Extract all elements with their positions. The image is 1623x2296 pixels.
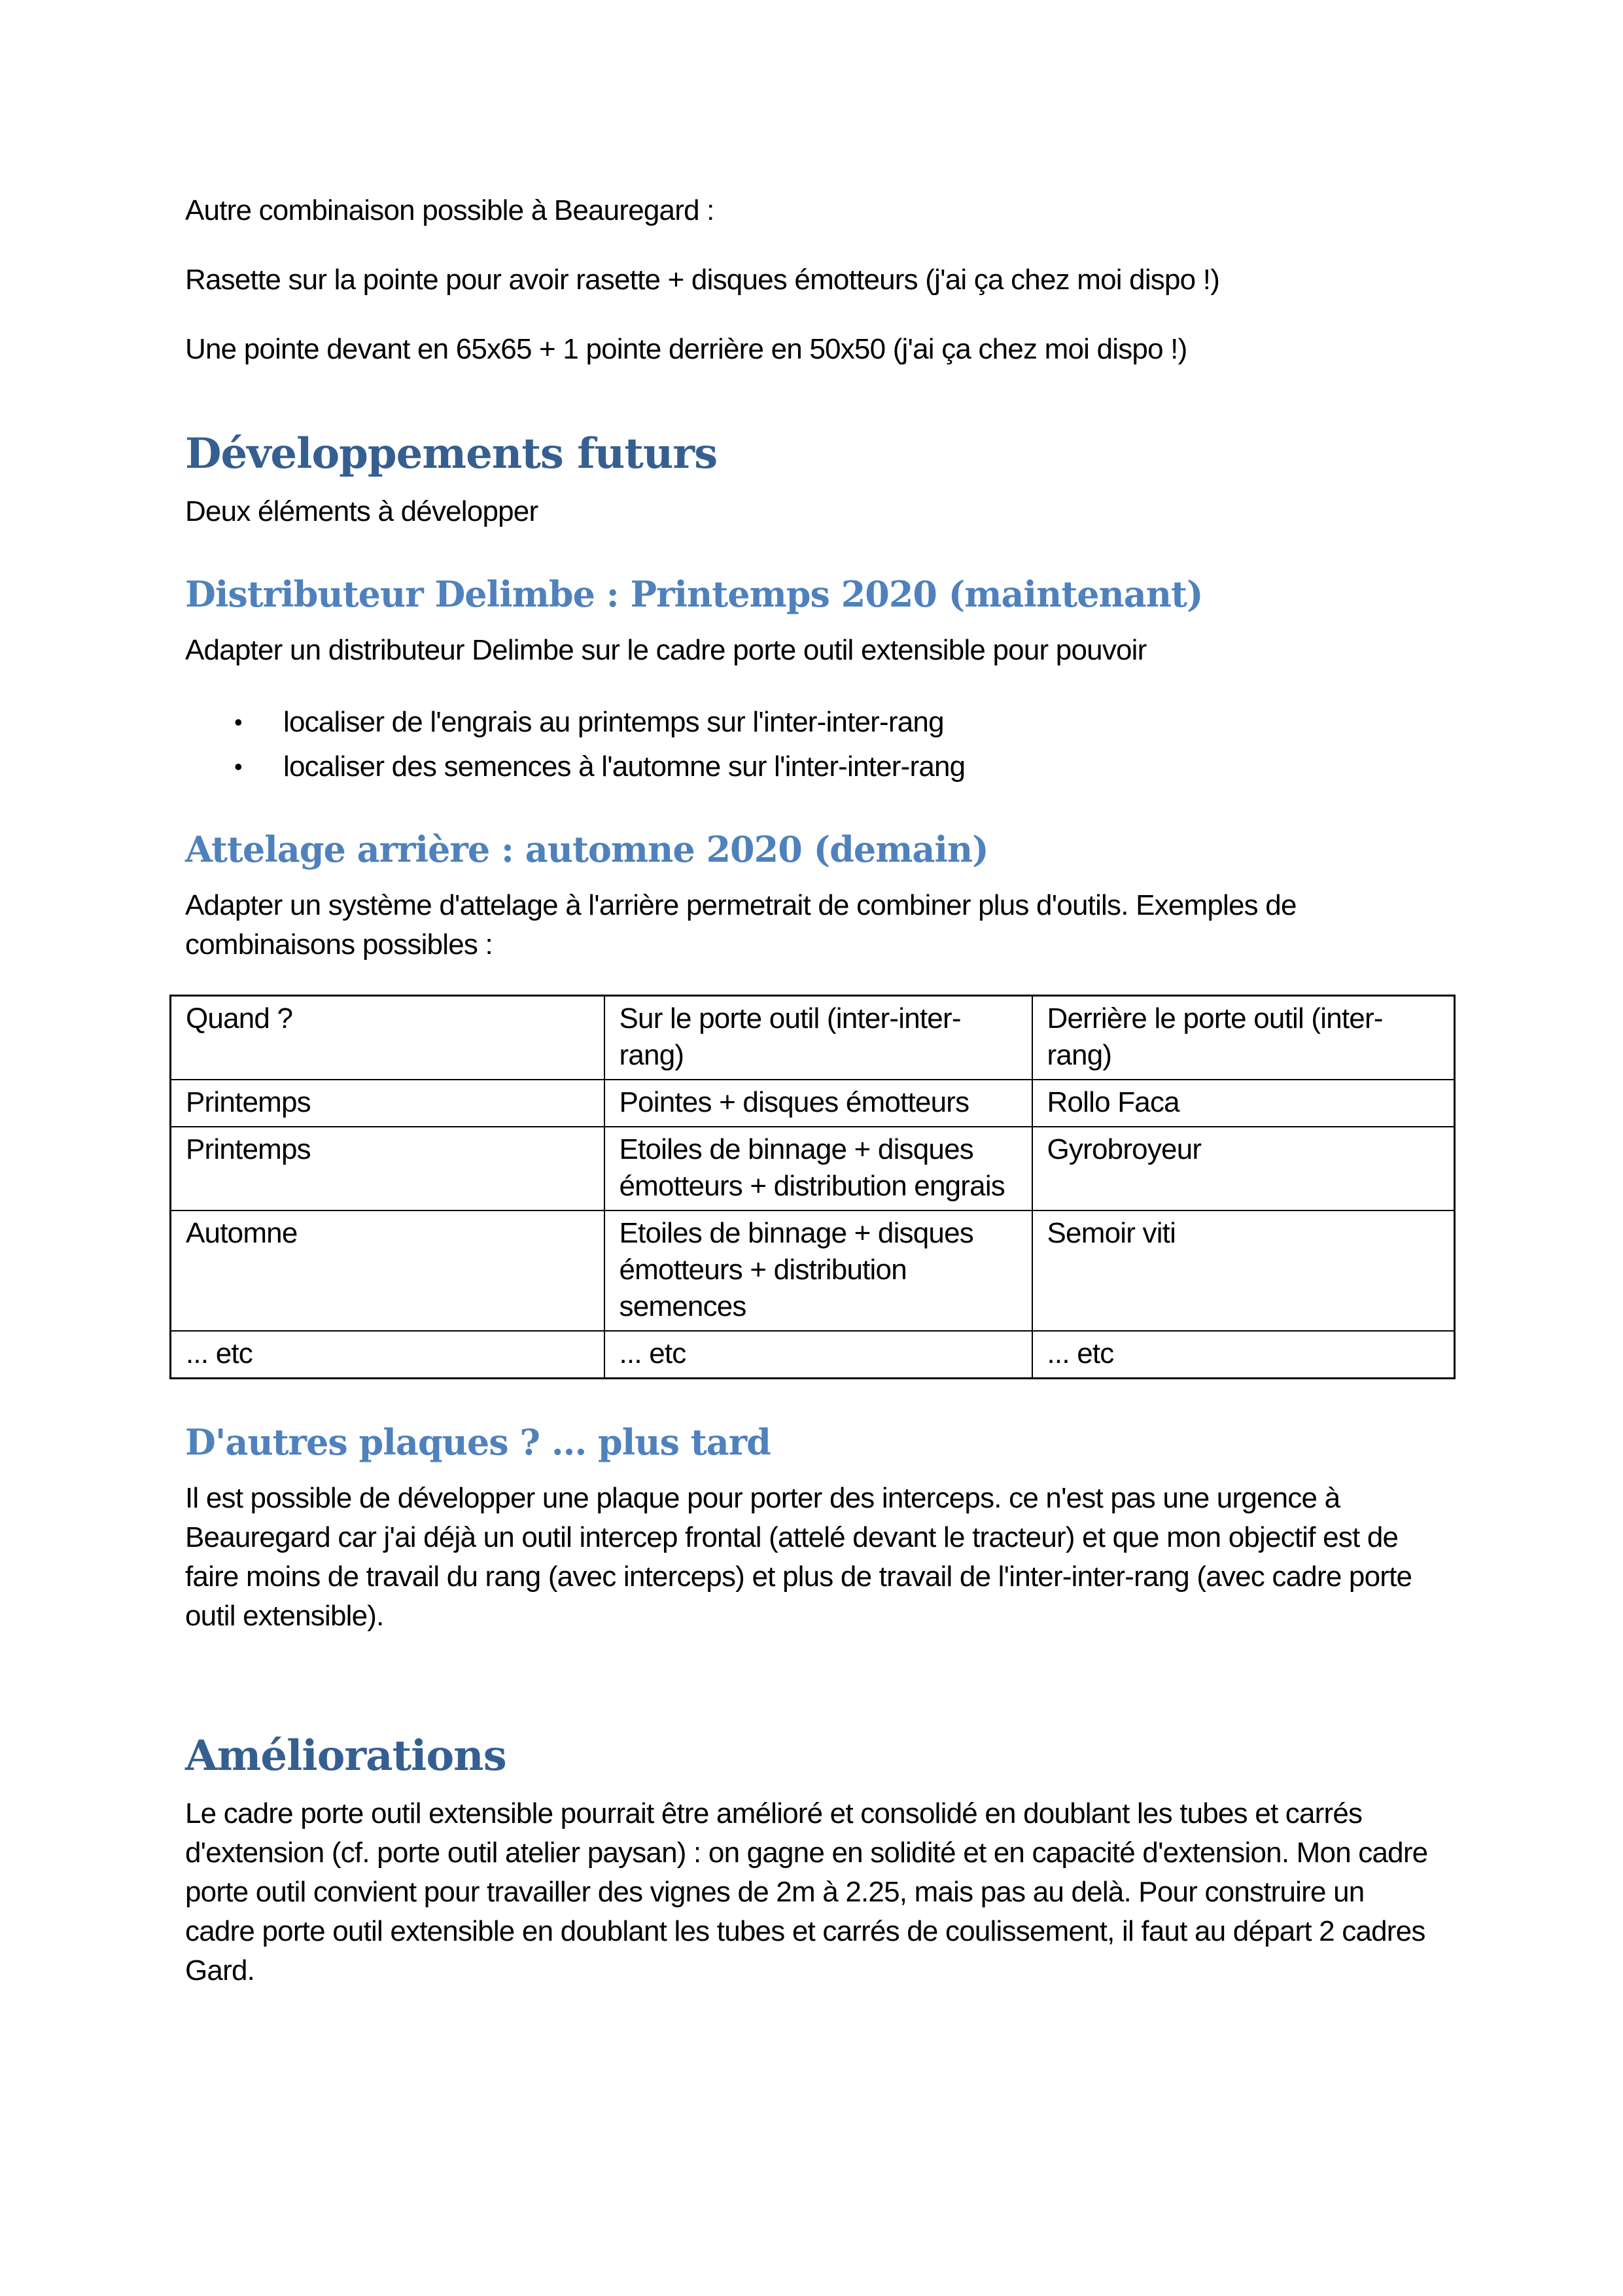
table-row (171, 1210, 1455, 1331)
table-header-cell: Quand ? (171, 996, 604, 1080)
table-header-row (171, 996, 1455, 1080)
table-cell: Gyrobroyeur (1032, 1127, 1455, 1210)
list-item-text: localiser des semences à l'automne sur l'inter-inter-rang (283, 751, 966, 783)
table-cell: ... etc (604, 1331, 1032, 1379)
table-cell: Printemps (171, 1080, 604, 1127)
delimbe-bullet-list (185, 703, 1438, 786)
table-cell: ... etc (171, 1331, 604, 1379)
developpements-intro: Deux éléments à développer (185, 495, 538, 527)
table-header-cell: Sur le porte outil (inter-inter-rang) (604, 996, 1032, 1080)
table-header-cell: Derrière le porte outil (inter-rang) (1032, 996, 1455, 1080)
bullet-icon: • (234, 709, 242, 735)
list-item (234, 747, 1438, 786)
table-cell: Rollo Faca (1032, 1080, 1455, 1127)
list-item-text: localiser de l'engrais au printemps sur l'inter-inter-rang (283, 706, 944, 738)
table-cell: Automne (171, 1210, 604, 1331)
combinations-table (169, 995, 1456, 1379)
table-cell: Semoir viti (1032, 1210, 1455, 1331)
heading-attelage-arriere: Attelage arrière : automne 2020 (demain) (185, 828, 988, 870)
intro-paragraph-2: Rasette sur la pointe pour avoir rasette + disques émotteurs (j'ai ça chez moi dispo !) (185, 264, 1220, 296)
heading-ameliorations: Améliorations (185, 1731, 506, 1780)
heading-autres-plaques: D'autres plaques ? ... plus tard (185, 1421, 771, 1463)
table-cell: ... etc (1032, 1331, 1455, 1379)
table-row (171, 1127, 1455, 1210)
attelage-intro: Adapter un système d'attelage à l'arrière permetrait de combiner plus d'outils. Exemples de combinaisons possibles : (185, 889, 1297, 961)
autres-plaques-body: Il est possible de développer une plaque pour porter des interceps. ce n'est pas une urgence à Beauregard car j'ai déjà un outil intercep frontal (attelé devant le tracteur) et que mon objectif est de faire moins de travail du rang (avec interceps) et plus de travail de l'inter-inter-rang (avec cadre porte outil extensible). (185, 1482, 1412, 1632)
intro-paragraph-1: Autre combinaison possible à Beauregard : (185, 194, 714, 226)
heading-distributeur-delimbe: Distributeur Delimbe : Printemps 2020 (maintenant) (185, 573, 1203, 615)
table-cell: Printemps (171, 1127, 604, 1210)
table-cell: Etoiles de binnage + disques émotteurs + distribution semences (604, 1210, 1032, 1331)
ameliorations-body: Le cadre porte outil extensible pourrait être amélioré et consolidé en doublant les tubes et carrés d'extension (cf. porte outil atelier paysan) : on gagne en solidité et en capacité d'extension. Mon cadre porte outil convient pour travailler des vignes de 2m à 2.25, mais pas au delà. Pour construire un cadre porte outil extensible en doublant les tubes et carrés de coulissement, il faut au départ 2 cadres Gard. (185, 1797, 1428, 1987)
intro-paragraph-3: Une pointe devant en 65x65 + 1 pointe derrière en 50x50 (j'ai ça chez moi dispo !) (185, 333, 1187, 365)
bullet-icon: • (234, 753, 242, 780)
table-row (171, 1080, 1455, 1127)
table-cell: Etoiles de binnage + disques émotteurs + distribution engrais (604, 1127, 1032, 1210)
delimbe-intro: Adapter un distributeur Delimbe sur le cadre porte outil extensible pour pouvoir (185, 634, 1147, 666)
list-item (234, 703, 1438, 742)
table-cell: Pointes + disques émotteurs (604, 1080, 1032, 1127)
table-row (171, 1331, 1455, 1379)
heading-developpements-futurs: Développements futurs (185, 429, 718, 478)
